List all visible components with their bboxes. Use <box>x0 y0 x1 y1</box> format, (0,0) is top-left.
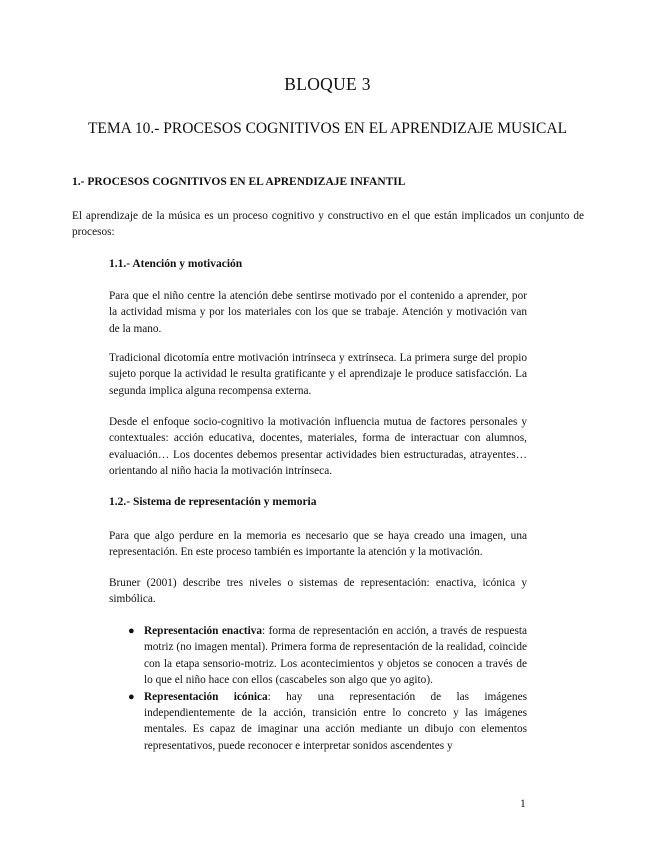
representation-list <box>128 623 527 754</box>
list-item-text: : hay una representación de las imágenes independientemente de la acción, transición entre lo concreto y las imágenes mentales. Es capaz de imaginar una acción mediante un dibujo con elementos representativos, puede reconocer e interpretar sonidos ascendentes y <box>144 690 527 752</box>
subsection-heading: 1.2.- Sistema de representación y memoria <box>109 496 317 508</box>
paragraph: Tradicional dicotomía entre motivación intrínseca y extrínseca. La primera surge del propio sujeto porque la actividad le resulta gratificante y el aprendizaje le produce satisfacción. La segunda implica alguna recompensa externa. <box>109 352 527 397</box>
list-item-term: Representación icónica <box>144 690 268 703</box>
paragraph: Para que algo perdure en la memoria es necesario que se haya creado una imagen, una representación. En este proceso también es importante la atención y la motivación. <box>109 530 527 559</box>
paragraph: Desde el enfoque socio-cognitivo la motivación influencia mutua de factores personales y contextuales: acción educativa, docentes, materiales, forma de interactuar con alumnos, evaluación… Los docentes debemos presentar actividades bien estructuradas, atrayentes… orientando al niño hacia la motivación intrínseca. <box>109 416 527 478</box>
paragraph: Bruner (2001) describe tres niveles o sistemas de representación: enactiva, icónica y simbólica. <box>109 577 527 606</box>
intro-paragraph: El aprendizaje de la música es un proceso cognitivo y constructivo en el que están implicados un conjunto de procesos: <box>72 210 584 239</box>
list-item-text: : forma de representación en acción, a través de respuesta motriz (no imagen mental). Primera forma de representación de la realidad, coincide con la etapa sensorio-motriz. Los acontecimientos y objetos se conocen a través de lo que el niño hace con ellos (cascabeles son algo que yo agito). <box>144 625 528 687</box>
bullet-icon: ● <box>128 625 135 637</box>
block-title: BLOQUE 3 <box>284 74 371 94</box>
section-heading: 1.- PROCESOS COGNITIVOS EN EL APRENDIZAJE INFANTIL <box>72 176 406 188</box>
paragraph: Para que el niño centre la atención debe sentirse motivado por el contenido a aprender, por la actividad misma y por los materiales con los que se trabaje. Atención y motivación van de la mano. <box>109 290 527 335</box>
bullet-icon: ● <box>128 690 135 703</box>
subsection-heading: 1.1.- Atención y motivación <box>109 258 243 270</box>
list-item <box>128 689 527 755</box>
page-number: 1 <box>520 798 526 810</box>
list-item <box>128 623 527 689</box>
topic-title: TEMA 10.- PROCESOS COGNITIVOS EN EL APRENDIZAJE MUSICAL <box>87 120 568 137</box>
list-item-term: Representación enactiva <box>144 625 263 637</box>
